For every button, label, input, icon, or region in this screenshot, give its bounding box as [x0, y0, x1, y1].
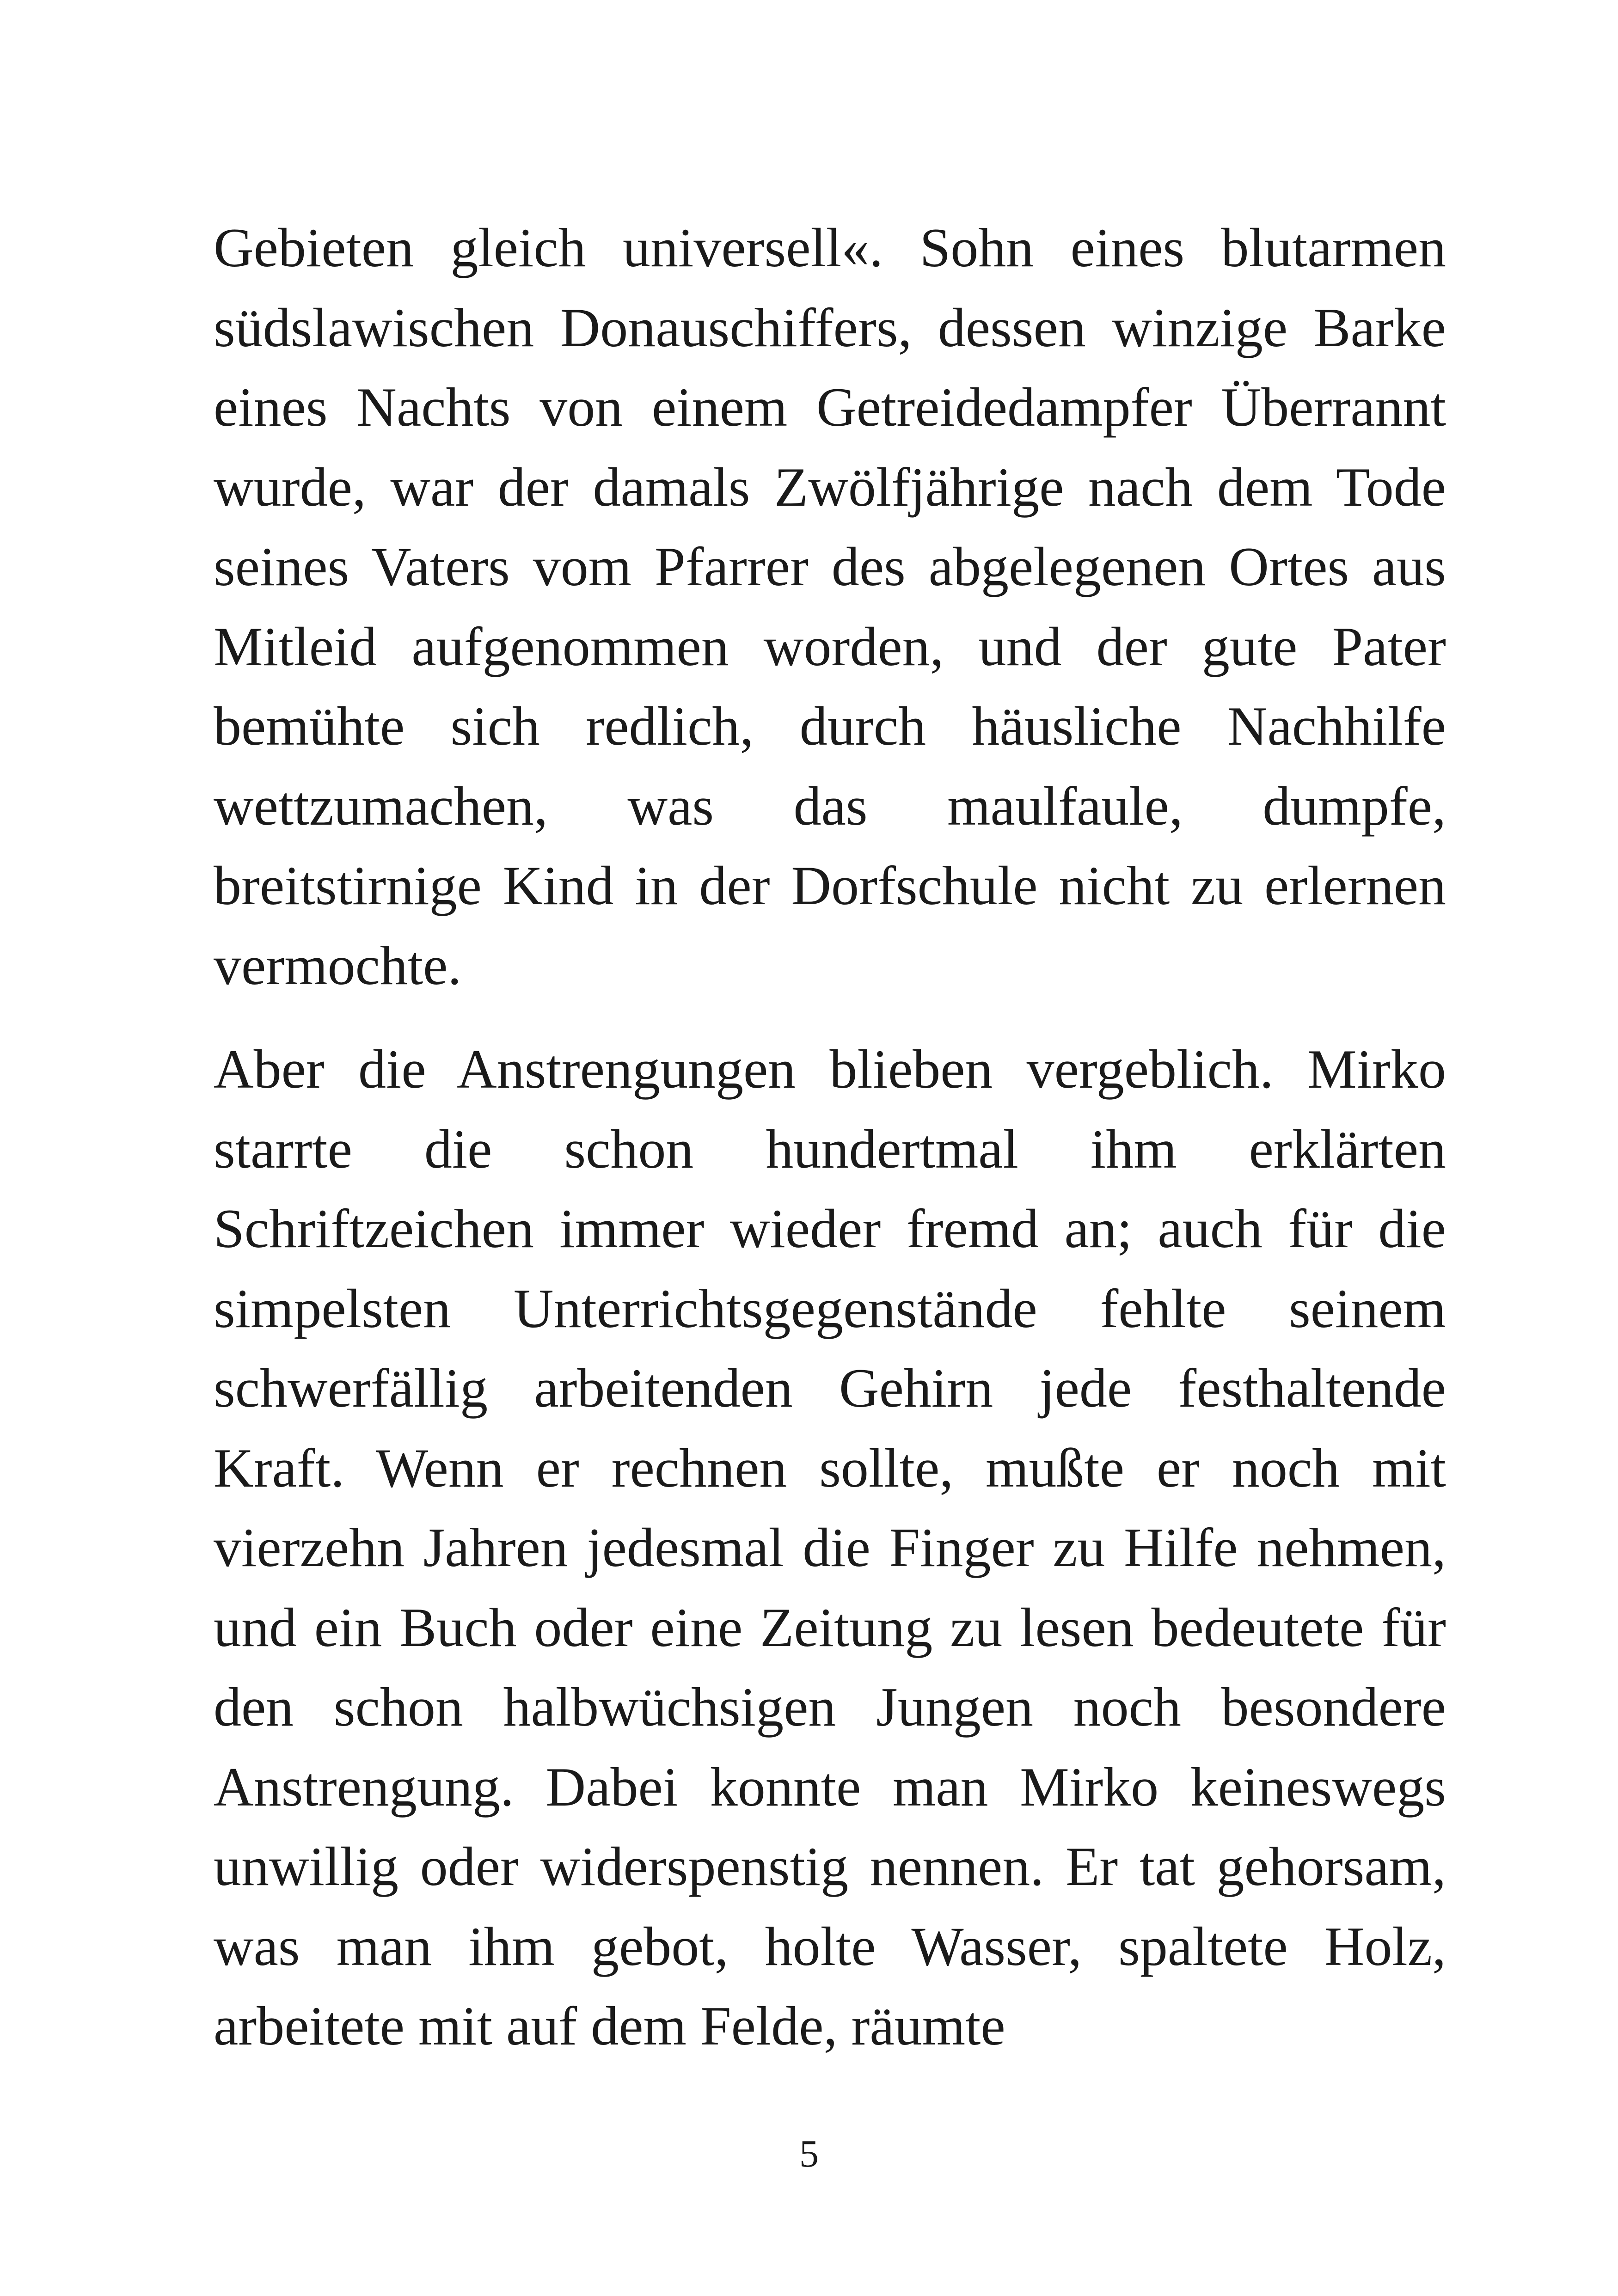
paragraph-2: Aber die Anstrengungen blieben vergeblich. Mirko starrte die schon hundertmal ihm erklärten Schriftzeichen immer wieder fremd an; auch für die simpelsten Unterrichtsgegenstände fehlte seinem schwerfällig arbeitenden Gehirn jede festhaltende Kraft. Wenn er rechnen sollte, mußte er noch mit vierzehn Jahren jedesmal die Finger zu Hilfe nehmen, und ein Buch oder eine Zeitung zu lesen bedeutete für den schon halbwüchsigen Jungen noch besondere Anstrengung. Dabei konnte man Mirko keineswegs unwillig oder widerspenstig nennen. Er tat gehorsam, was man ihm gebot, holte Wasser, spaltete Holz, arbeitete mit auf dem Felde, räumte — [214, 1038, 1446, 2057]
page-number: 5 — [799, 2132, 819, 2175]
paragraph-1: Gebieten gleich universell«. Sohn eines blutarmen südslawischen Donauschiffers, dessen winzige Barke eines Nachts von einem Getreidedampfer Überrannt wurde, war der damals Zwölfjährige nach dem Tode seines Vaters vom Pfarrer des abgelegenen Ortes aus Mitleid aufgenommen worden, und der gute Pater bemühte sich redlich, durch häusliche Nachhilfe wettzumachen, was das maulfaule, dumpfe, breitstirnige Kind in der Dorfschule nicht zu erlernen vermochte. — [214, 217, 1446, 996]
body-text — [214, 208, 1446, 2066]
